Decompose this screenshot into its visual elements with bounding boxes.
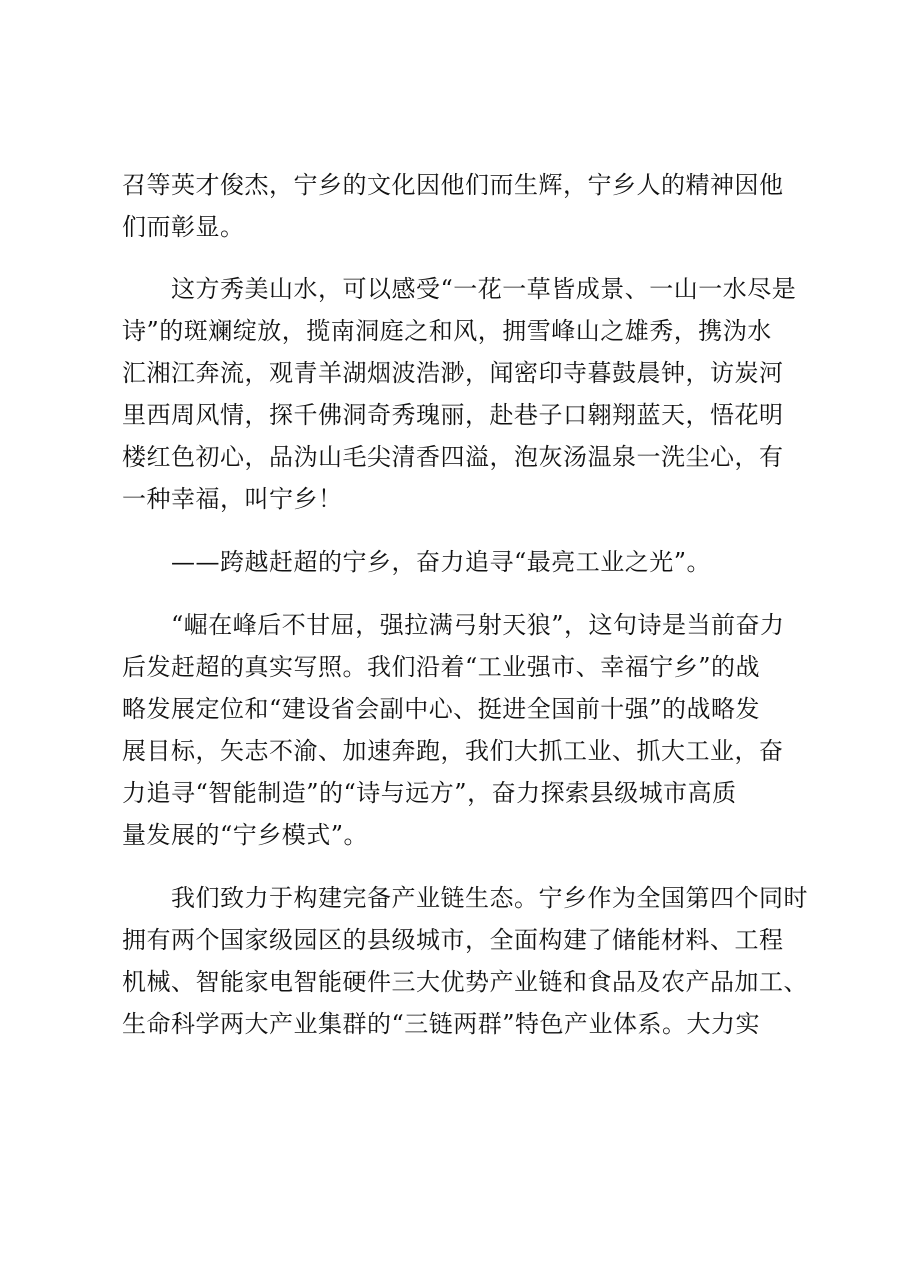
section-heading: ——跨越赶超的宁乡，奋力追寻“最亮工业之光”。 <box>122 548 712 576</box>
paragraph-culture-closing <box>122 164 802 248</box>
text-line: 们而彰显。 <box>122 213 245 241</box>
text-line: 生命科学两大产业集群的“三链两群”特色产业体系。大力实 <box>122 1010 761 1038</box>
text-line: 汇湘江奔流，观青羊湖烟波浩渺，闻密印寺暮鼓晨钟，访炭河 <box>122 359 784 387</box>
text-line: 机械、智能家电智能硬件三大优势产业链和食品及农产品加工、 <box>122 968 808 996</box>
text-line: 量发展的“宁乡模式”。 <box>122 821 369 849</box>
text-line: 后发赶超的真实写照。我们沿着“工业强市、幸福宁乡”的战 <box>122 653 761 681</box>
text-line: 力追寻“智能制造”的“诗与远方”，奋力探索县级城市高质 <box>122 779 737 807</box>
text-line: 里西周风情，探千佛洞奇秀瑰丽，赴巷子口翱翔蓝天，悟花明 <box>122 401 784 429</box>
text-line: 我们致力于构建完备产业链生态。宁乡作为全国第四个同时 <box>122 884 808 912</box>
document-body <box>122 164 808 1045</box>
paragraph-scenery <box>122 268 802 520</box>
text-line: 展目标，矢志不渝、加速奔跑，我们大抓工业、抓大工业，奋 <box>122 737 784 765</box>
text-line: 这方秀美山水，可以感受“一花一草皆成景、一山一水尽是 <box>122 275 797 303</box>
text-line: “崛在峰后不甘屈，强拉满弓射天狼”，这句诗是当前奋力 <box>122 611 785 639</box>
paragraph-industry-chain <box>122 877 808 1045</box>
text-line: 楼红色初心，品沩山毛尖清香四溢，泡灰汤温泉一洗尘心，有 <box>122 443 784 471</box>
paragraph-catch-up <box>122 604 802 856</box>
text-line: 诗”的斑斓绽放，揽南洞庭之和风，拥雪峰山之雄秀，携沩水 <box>122 317 772 345</box>
text-line: 一种幸福，叫宁乡！ <box>122 485 343 513</box>
text-line: 略发展定位和“建设省会副中心、挺进全国前十强”的战略发 <box>122 695 761 723</box>
section-heading-industry <box>122 541 802 583</box>
text-line: 拥有两个国家级园区的县级城市，全面构建了储能材料、工程 <box>122 926 784 954</box>
text-line: 召等英才俊杰，宁乡的文化因他们而生辉，宁乡人的精神因他 <box>122 171 784 199</box>
